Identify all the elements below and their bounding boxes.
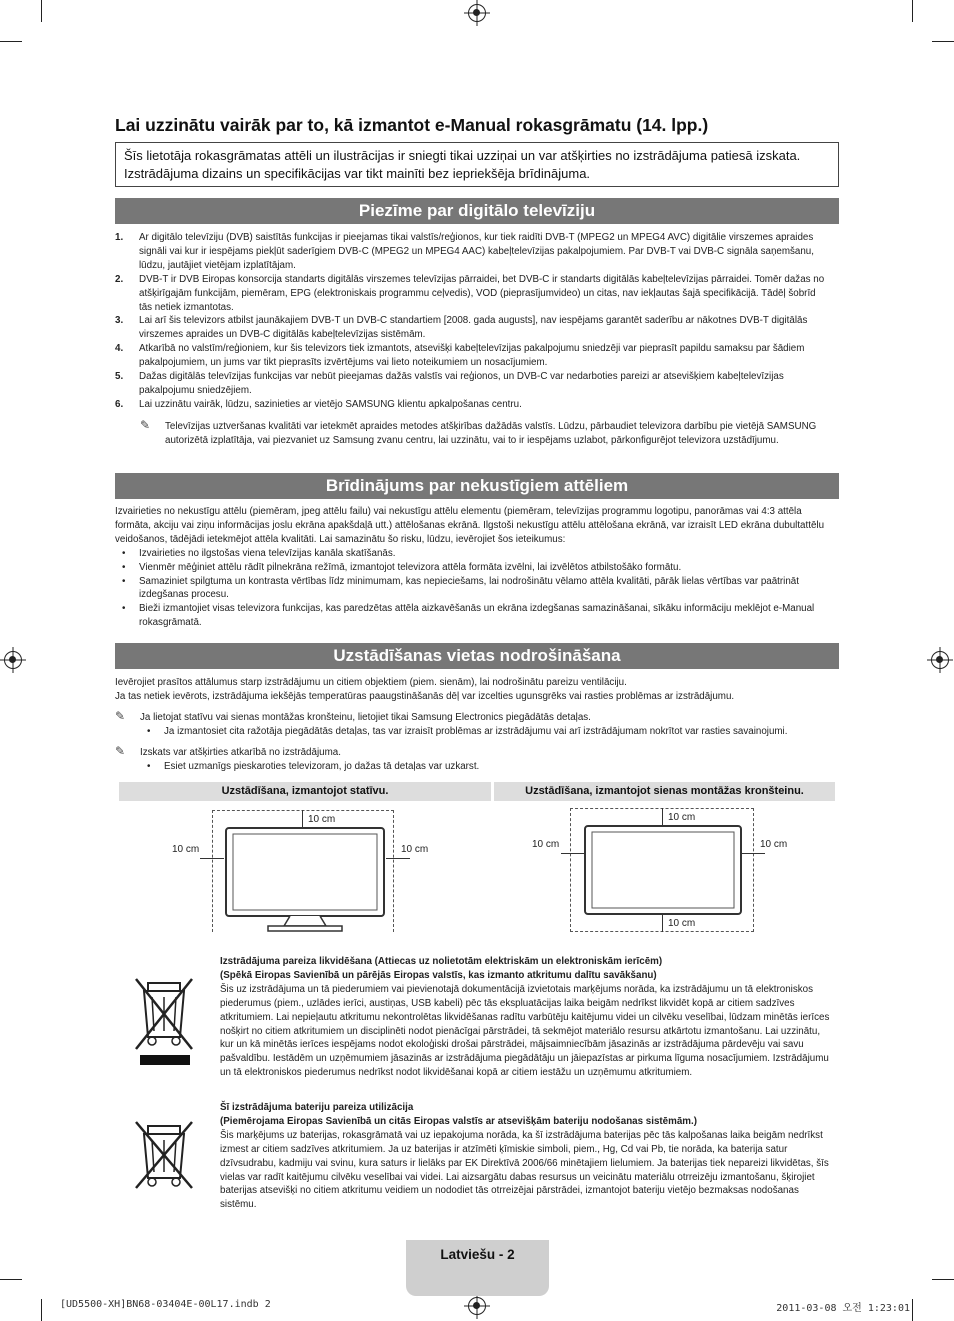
battery-disposal-section	[220, 1101, 835, 1212]
list-item: • Izvairieties no ilgstošas viena televīzijas kanāla skatīšanās.	[115, 547, 830, 561]
dimension-line	[302, 810, 303, 827]
battery-title: Šī izstrādājuma bateriju pareiza utilizācija	[220, 1102, 414, 1113]
crop-mark	[912, 0, 913, 22]
weee-title: Izstrādājuma pareiza likvidēšana (Attiecas uz nolietotām elektriskām un elektroniskām ierīcēm)	[220, 956, 663, 967]
dimension-line	[200, 858, 224, 859]
list-item: 4. Atkarībā no valstīm/reģioniem, kur šis televizors tiek izmantots, atsevišķi kabeļtelevīzijas pakalpojumu sniedzēji var pieprasīt papildu samaksu par šādiem pakalpojumiem, un jums var tikt pieprasīts izvērtējums vai lieto noteikumiem un nosacījumiem.	[115, 343, 805, 369]
still-image-intro: Izvairieties no nekustīgu attēlu (piemēram, jpeg attēlu failu) vai nekustīgu attēlu elementu (piemēram, televīzijas programmu logotipu, panorāmas vai 4:3 attēla formāta, akciju vai ziņu informācijas joslu ekrāna apakšdaļā utt.) attēlošanas ekrānā. Ilgstoši nekustīgu attēlu attēlošana ekrānā, var izraisīt LED ekrāna dubultattēlu veidošanos, tādējādi ietekmējot attēla kvalitāti. Lai samazinātu šo risku, lūdzu, ievērojiet šos ieteikumus:	[115, 506, 825, 545]
install-note-parts: ✎ Ja lietojat statīvu vai sienas montāžas kronšteinu, lietojiet tikai Samsung Electronics piegādātās detaļas. • Ja izmantosiet cita ražotāja piegādātās detaļas, tas var izraisīt problēmas ar izstrādājumu vai arī izstrādājumam nokrītot var rasties savainojumi.	[115, 711, 830, 739]
registration-mark-icon	[468, 4, 486, 22]
still-image-section	[115, 505, 830, 630]
dimension-line	[386, 858, 410, 859]
battery-subtitle: (Piemērojama Eiropas Savienībā un citās Eiropas valstīs ar atsevišķām bateriju nodošanas sistēmām.)	[220, 1115, 697, 1127]
dimension-label-top: 10 cm	[308, 814, 336, 825]
dimension-label-bottom: 10 cm	[668, 918, 696, 929]
page-number-tab	[406, 1240, 549, 1296]
still-image-tips	[115, 547, 830, 630]
dimension-label-top: 10 cm	[668, 812, 696, 823]
dimension-label-right: 10 cm	[760, 839, 788, 850]
crop-mark	[932, 41, 954, 42]
crossed-out-bin-icon	[134, 975, 194, 1067]
registration-mark-icon	[468, 1297, 486, 1315]
crop-mark	[0, 41, 22, 42]
digital-notes-list	[115, 231, 827, 412]
print-slug-left: [UD5500-XH]BN68-03404E-00L17.indb 2	[60, 1299, 271, 1310]
note-pencil-icon: ✎	[115, 709, 126, 723]
dimension-label-left: 10 cm	[172, 844, 200, 855]
registration-mark-icon	[931, 651, 949, 669]
registration-mark-icon	[4, 651, 22, 669]
weee-disposal-section	[220, 955, 835, 1080]
list-item: • Ja izmantosiet cita ražotāja piegādātās detaļas, tas var izraisīt problēmas ar izstrādājumu vai arī izstrādājumam nokrītot var rasties savainojumi.	[140, 725, 830, 739]
list-item: • Samaziniet spilgtuma un kontrasta vērtības līdz minimumam, kas nepieciešams, lai nodrošinātu vēlamo attēla kvalitāti, pārāk lielas vērtības var paātrināt izdegšanas procesu.	[115, 575, 830, 603]
note-pencil-icon: ✎	[140, 418, 151, 432]
digital-note: ✎ Televīzijas uztveršanas kvalitāti var ietekmēt apraides metodes atšķirības dažādās valstīs. Lūdzu, pārbaudiet televizora darbību pie vietējā SAMSUNG autorizētā izplatītāja, vai piezvaniet uz Samsung zvanu centru, lai uzzinātu, vai to ir iespējams uzlabot, pārkonfigurējot televizora uzstādījumu.	[140, 418, 817, 446]
tv-on-stand-illustration	[222, 826, 388, 934]
list-item: • Esiet uzmanīgs pieskaroties televizoram, jo dažas tā detaļas var uzkarst.	[140, 760, 830, 774]
crop-mark	[932, 1279, 954, 1280]
dimension-label-left: 10 cm	[532, 839, 560, 850]
crop-mark	[41, 0, 42, 22]
page-number: Latviešu - 2	[440, 1247, 515, 1262]
crop-mark	[41, 1299, 42, 1321]
list-item: 5. Dažas digitālās televīzijas funkcijas var nebūt pieejamas dažās valstīs vai reģionos, un DVB-C var nedarboties pareizi ar atsevišķiem kabeļtelevīzijas pakalpojumu sniedzējiem.	[115, 371, 784, 396]
disclaimer-box: Šīs lietotāja rokasgrāmatas attēli un ilustrācijas ir sniegti tikai uzziņai un var atšķirties no izstrādājuma patiesā izskata. Izstrādājuma dizains un specifikācijas var tikt mainīti bez iepriekšēja brīdinājuma.	[115, 142, 839, 187]
stand-install-header: Uzstādīšana, izmantojot statīvu.	[119, 782, 491, 801]
page-title: Lai uzzinātu vairāk par to, kā izmantot e-Manual rokasgrāmatu (14. lpp.)	[115, 115, 709, 135]
dimension-label-right: 10 cm	[401, 844, 429, 855]
dimension-line	[561, 853, 585, 854]
list-item: • Bieži izmantojiet visas televizora funkcijas, kas paredzētas attēla aizkavēšanās un ekrāna izdegšanas samazināšanai, sīkāku informāciju meklējot e-Manual rokasgrāmatā.	[115, 602, 830, 630]
dimension-line	[662, 915, 663, 932]
crossed-out-battery-bin-icon	[134, 1118, 194, 1190]
crop-mark	[912, 1299, 913, 1321]
crop-mark	[0, 1279, 22, 1280]
list-item: 1. Ar digitālo televīziju (DVB) saistītās funkcijas ir pieejamas tikai valstīs/reģionos, kur tiek raidīti DVB-T (MPEG2 un MPEG4 AVC) digitālie virszemes apraides signāli vai kur ir iespējams piekļūt saderīgiem DVB-C (MPEG2 un MPEG4 AAC) kabeļtelevīzijas pakalpojumiem. Par DVB-T vai DVB-C signāla saņemšanu, lūdzu, jautājiet vietējam izplatītājam.	[115, 232, 814, 271]
tv-wall-mount-illustration	[583, 824, 743, 916]
battery-text: Šis marķējums uz baterijas, rokasgrāmatā vai uz iepakojuma norāda, ka šī izstrādājuma baterijas pēc tās kalpošanas laika beigām nedrīkst izmest ar citiem sadzīves atkritumiem. Ja uz baterijas ir atzīmēti ķīmiskie simboli, piem., Hg, Cd vai Pb, tie norāda, ka baterija satur dzīvsudrabu, kadmiju vai svinu, kura saturs ir lielāks par EK Direktīvā 2006/66 minētajiem lielumiem. Ja baterijas tiek nepareizi likvidētas, šīs vielas var radīt kaitējumu cilvēku veselībai vai videi. Lai aizsargātu dabas resursus un veicinātu materiālu otrreizēju izmantošanu, šķirojiet baterijas atsevišķi no citiem atkritumu veidiem un nododiet tās otrreizējai pārstrādei, izmantojot bateriju vietējo bezmaksas nodošanas sistēmu.	[220, 1129, 829, 1211]
list-item: 2. DVB-T ir DVB Eiropas konsorcija standarts digitālās virszemes televīzijas pārraidei, bet DVB-C ir standarts digitālās kabeļtelevīzijas pārraidei. Tomēr dažas no atšķirīgajām funkcijām, piemēram, EPG (elektroniskais programmu ceļvedis), VOD (pieprasījumvideo) un citas, nav iekļautas šajā specifikācijā. Tādēļ šobrīd tās netiek izmantotas.	[115, 273, 825, 313]
list-item: 3. Lai arī šis televizors atbilst jaunākajiem DVB-T un DVB-C standartiem [2008. gada augusts], nav iespējams garantēt saderību ar nākotnes DVB-T digitālās virszemes apraides un DVB-C digitālās kabeļtelevīzijas sistēmām.	[115, 315, 808, 341]
section-heading-installation: Uzstādīšanas vietas nodrošināšana	[115, 643, 839, 669]
wall-install-header: Uzstādīšana, izmantojot sienas montāžas kronšteinu.	[494, 782, 835, 801]
section-heading-digital: Piezīme par digitālo televīziju	[115, 198, 839, 224]
list-item: • Vienmēr mēģiniet attēlu rādīt pilnekrāna režīmā, izmantojot televizora attēla formāta izvēlni, lai izvēlētos atbilstošāko formātu.	[115, 561, 830, 575]
section-heading-still-images: Brīdinājums par nekustīgiem attēliem	[115, 473, 839, 499]
weee-subtitle: (Spēkā Eiropas Savienībā un pārējās Eiropas valstīs, kas izmanto atkritumu dalītu savākšanu)	[220, 969, 657, 981]
list-item: 6. Lai uzzinātu vairāk, lūdzu, sazinieties ar vietējo SAMSUNG klientu apkalpošanas centru.	[115, 398, 522, 410]
install-note-appearance: ✎ Izskats var atšķirties atkarībā no izstrādājuma. • Esiet uzmanīgs pieskaroties televizoram, jo dažas tā detaļas var uzkarst.	[115, 746, 830, 774]
print-slug-right: 2011-03-08 오전 1:23:01	[776, 1303, 910, 1314]
install-intro: Ievērojiet prasītos attālumus starp izstrādājumu un citiem objektiem (piem. sienām), lai nodrošinātu pareizu ventilāciju. Ja tas netiek ievērots, izstrādājuma iekšējās temperatūras paaugstināšanās dēļ var izcelties ugunsgrēks vai rasties problēmas ar izstrādājumu.	[115, 677, 735, 702]
weee-text: Šis uz izstrādājuma un tā piederumiem vai pievienotajā dokumentācijā izvietotais marķējums norāda, ka izstrādājumu un tā elektroniskos piederumus (piem., uzlādes ierīci, austiņas, USB kabeli) pēc tās ekspluatācijas laika beigām nedrīkst likvidēt kopā ar citiem sadzīves atkritumiem. Lai nepieļautu atkritumu nekontrolētas likvidēšanas radītu varbūtēju kaitējumu videi un cilvēku veselībai, lūdzam minētās ierīces nošķirt no citiem atkritumiem un disciplinēti nodot pienācīgai pārstrādei, tā sekmējot materiālo resursu atkārtotu izmantošanu. Lai uzzinātu, kur un kā minētās ierīces iespējams nodot ekoloģiski drošai pārstrādei, mājsaimniecībām jāsazinās ar izstrādājuma pārdevēju vai savu pašvaldību. Iestādēm un uzņēmumiem jāsazinās ar izstrādājuma piegādātāju un jāiepazīstas ar pirkuma līguma nosacījumiem. Izstrādājumu un tā elektroniskos piederumus nedrīkst nodot likvidēšanai kopā ar citiem iestāžu un uzņēmumu atkritumiem.	[220, 983, 830, 1079]
dimension-line	[662, 808, 663, 825]
dimension-line	[741, 853, 765, 854]
note-pencil-icon: ✎	[115, 744, 126, 758]
